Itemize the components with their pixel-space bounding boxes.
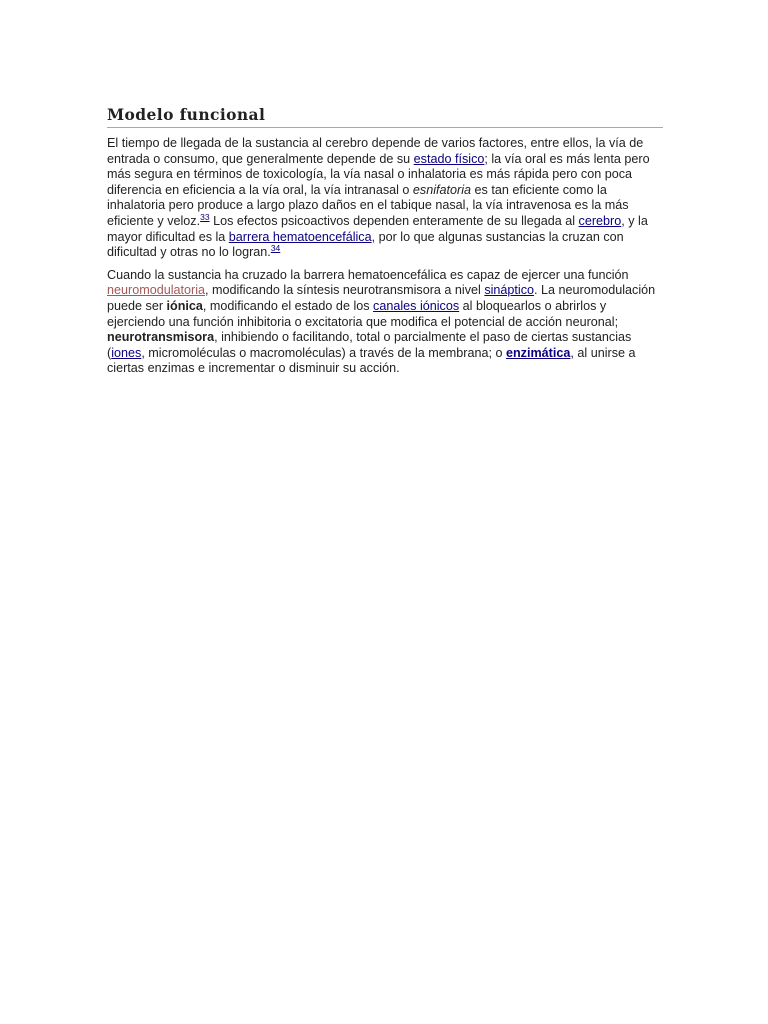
- link-sinaptico[interactable]: sináptico: [484, 283, 535, 298]
- link-canales-ionicos[interactable]: canales iónicos: [373, 298, 460, 313]
- text-run: , modificando el estado de los: [202, 298, 374, 313]
- text-run: , al unirse a ciertas enzimas e incrementar o disminuir su acción.: [107, 345, 636, 376]
- paragraph-vias-de-entrada: [107, 136, 663, 261]
- link-barrera-hematoencefalica[interactable]: barrera hematoencefálica: [228, 229, 372, 244]
- link-neuromodulatoria[interactable]: neuromodulatoria: [107, 283, 206, 298]
- reference-34-link[interactable]: 34: [270, 243, 281, 254]
- text-run: , modificando la síntesis neurotransmisora a nivel: [205, 283, 485, 298]
- reference-33-link[interactable]: 33: [200, 211, 210, 222]
- bold-term-neurotransmisora: neurotransmisora: [107, 330, 215, 345]
- article-section: [107, 105, 663, 377]
- bold-term-ionica: iónica: [166, 298, 203, 313]
- text-run: al bloquearlos o abrirlos y ejerciendo una función inhibitoria o excitatoria que modifica el potencial de acción neuronal;: [107, 298, 619, 329]
- text-run: . La neuromodulación puede ser: [107, 283, 656, 313]
- link-cerebro[interactable]: cerebro: [578, 213, 622, 228]
- text-run: , y la mayor dificultad es la: [107, 213, 648, 244]
- text-run: , micromoléculas o macromoléculas) a través de la membrana; o: [141, 345, 506, 360]
- text-run: Cuando la sustancia ha cruzado la barrera hematoencefálica es capaz de ejercer una función: [107, 267, 629, 282]
- section-heading: Modelo funcional: [107, 105, 663, 128]
- text-run: , por lo que algunas sustancias la cruzan con dificultad y otras no lo logran.: [107, 229, 624, 260]
- reference-33[interactable]: [200, 212, 209, 222]
- link-enzimatica[interactable]: enzimática: [505, 345, 571, 360]
- italic-term-esnifatoria: esnifatoria: [412, 182, 472, 197]
- text-run: , inhibiendo o facilitando, total o parcialmente el paso de ciertas sustancias (: [107, 330, 632, 360]
- link-estado-fisico[interactable]: estado físico: [413, 151, 485, 166]
- paragraph-neuromodulacion: [107, 268, 663, 377]
- text-run: Los efectos psicoactivos dependen enteramente de su llegada al: [209, 213, 579, 228]
- text-run: es tan eficiente como la inhalatoria pero produce a largo plazo daños en el tabique nasal, la vía intravenosa es la más eficiente y veloz.: [107, 182, 629, 228]
- text-run: ; la vía oral es más lenta pero más segura en términos de toxicología, la vía nasal o inhalatoria es más rápida pero con poca diferencia en eficiencia a la vía oral, la vía intranasal o: [107, 151, 650, 197]
- reference-34[interactable]: [271, 243, 280, 253]
- text-run: El tiempo de llegada de la sustancia al cerebro depende de varios factores, entre ellos, la vía de entrada o consumo, que generalmente depende de su: [107, 136, 644, 166]
- link-iones[interactable]: iones: [111, 345, 142, 360]
